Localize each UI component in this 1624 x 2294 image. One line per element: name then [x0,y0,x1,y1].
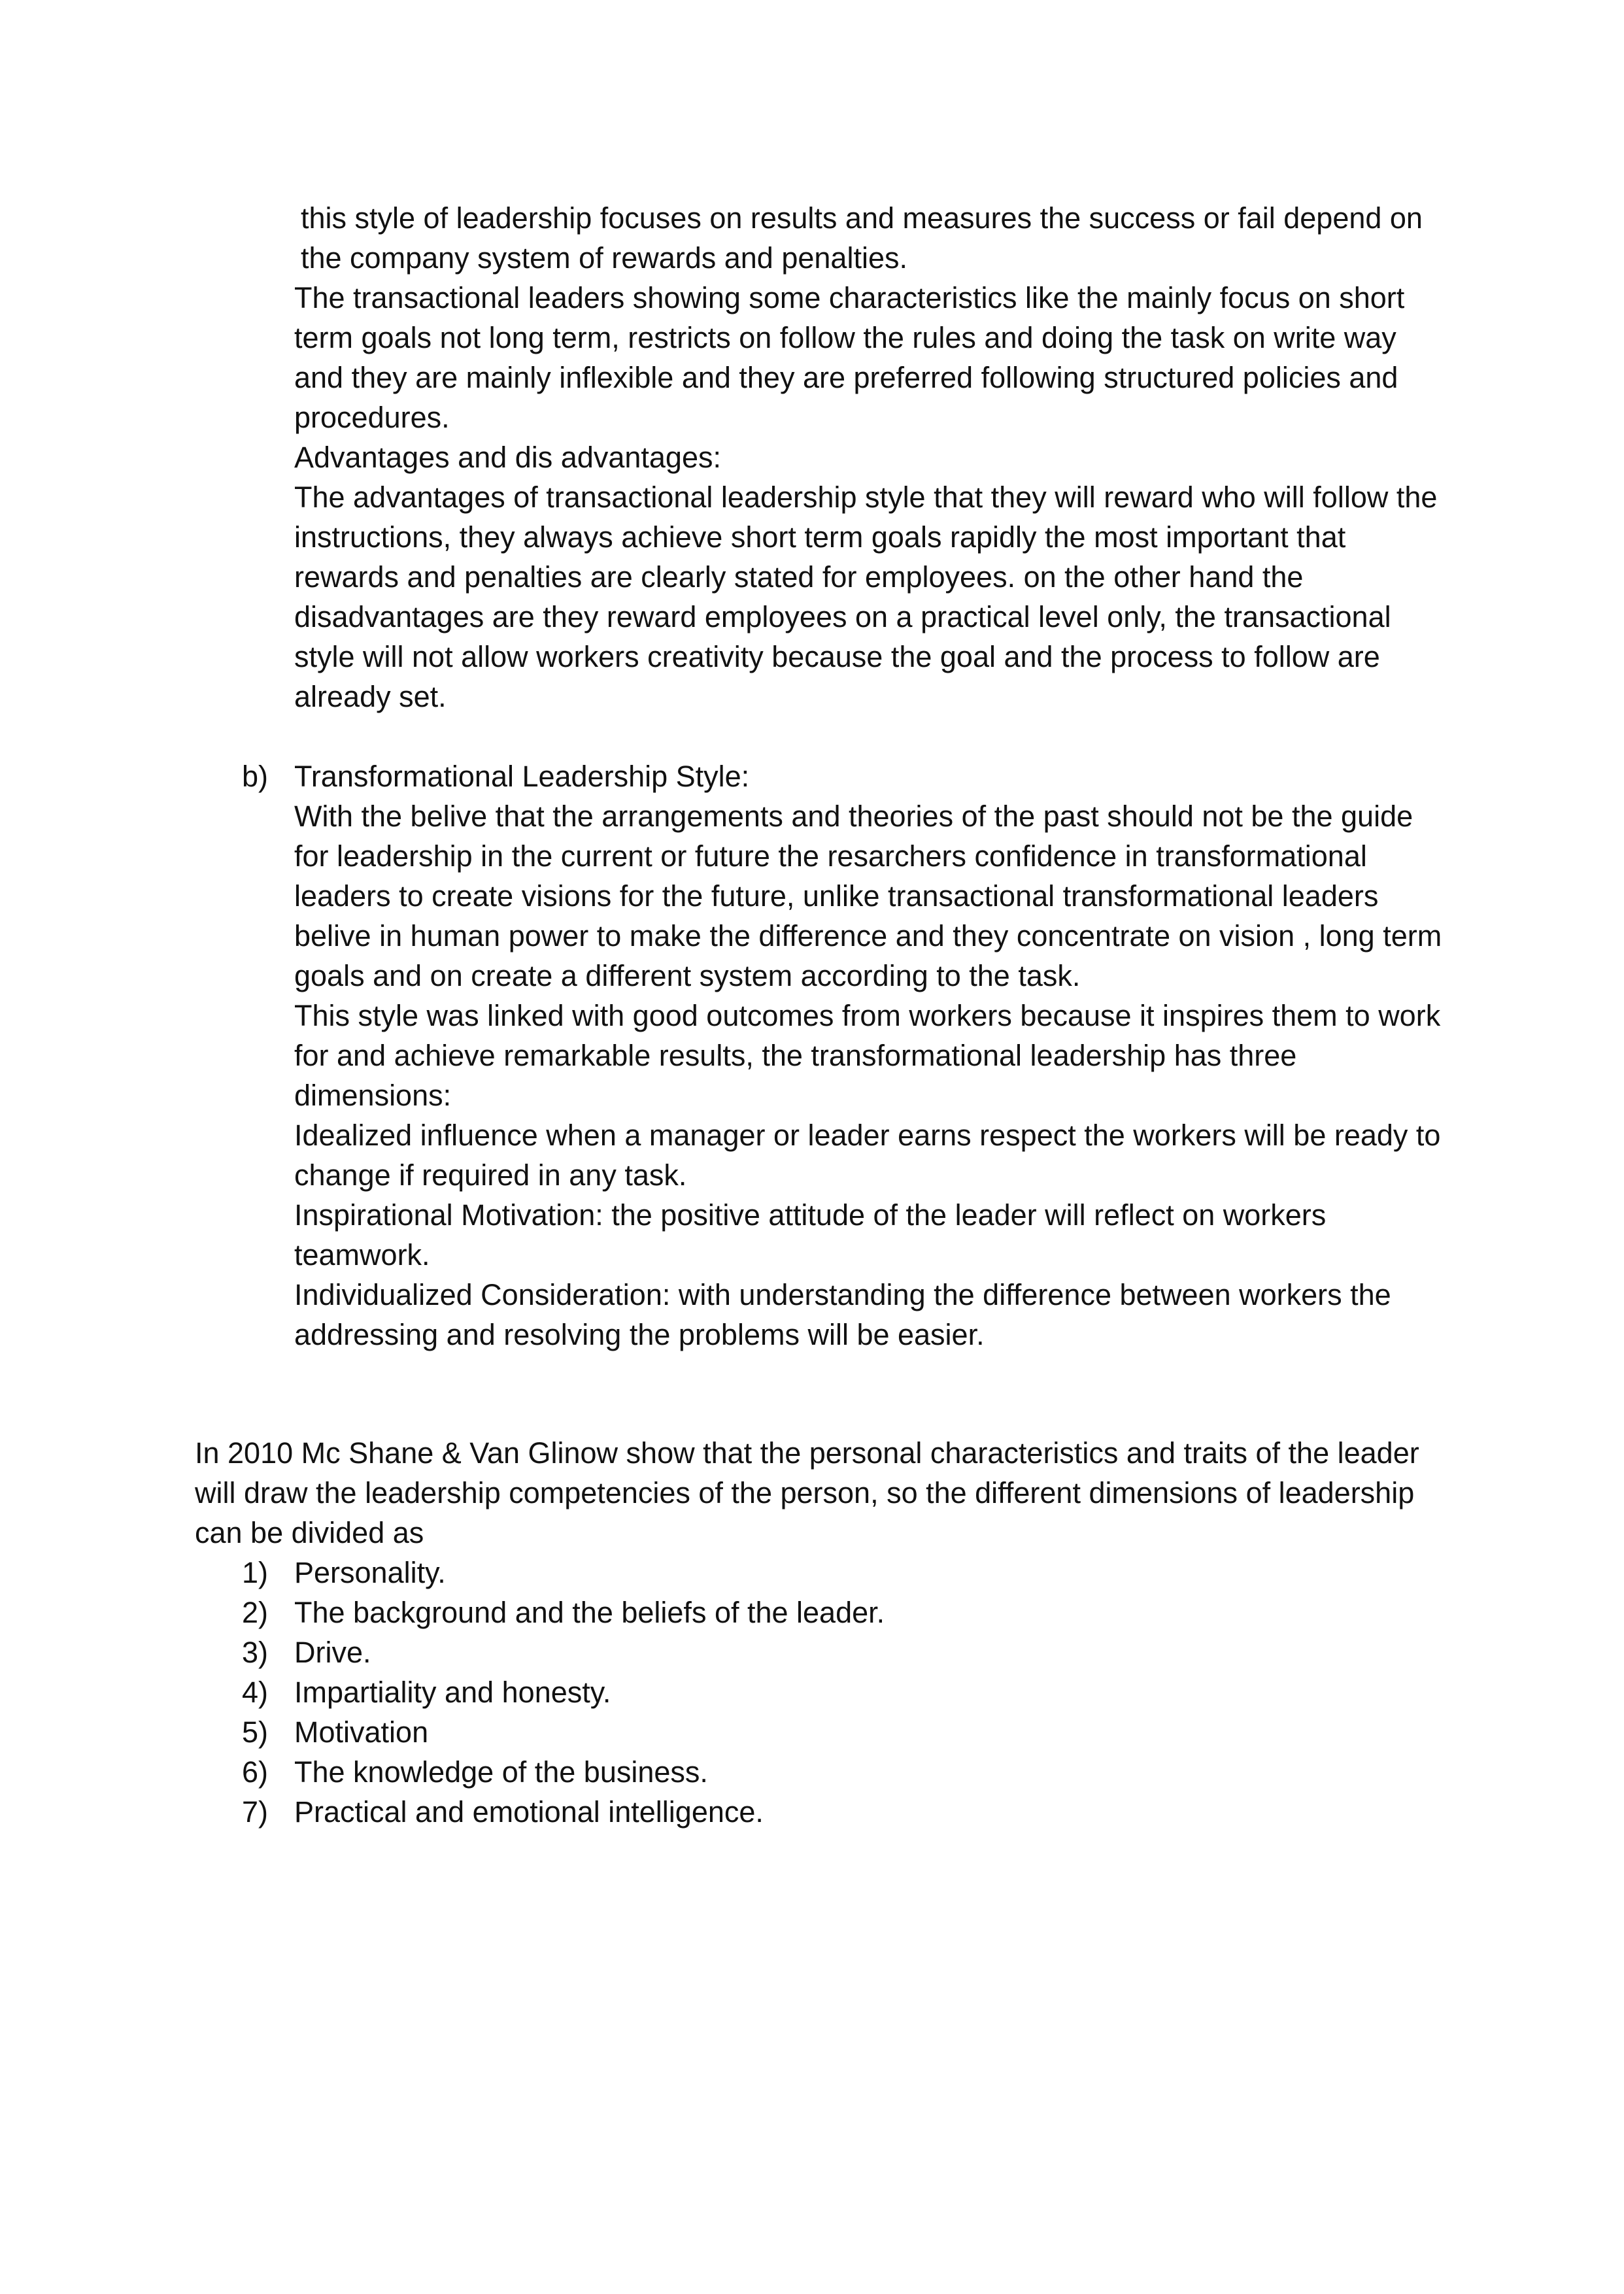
transformational-section [242,756,1445,1355]
list-item [242,1553,1445,1593]
paragraph: Individualized Consideration: with understanding the difference between workers the addressing and resolving the problems will be easier. [294,1278,1391,1351]
list-number: 7) [242,1795,269,1829]
paragraph: Inspirational Motivation: the positive attitude of the leader will reflect on workers teamwork. [294,1198,1327,1272]
list-item [242,756,1445,1355]
list-text: The knowledge of the business. [294,1755,708,1789]
paragraph: this style of leadership focuses on results and measures the success or fail depend on the company system of rewards and penalties. [301,201,1423,275]
subheading: Advantages and dis advantages: [294,441,721,474]
list-text: Motivation [294,1715,429,1749]
transactional-section [294,198,1445,717]
list-item [242,1712,1445,1752]
list-number: 4) [242,1676,269,1709]
list-number: 5) [242,1715,269,1749]
list-item [242,1593,1445,1632]
paragraph: This style was linked with good outcomes from workers because it inspires them to work for and achieve remarkable results, the transformational leadership has three dimensions: [294,999,1441,1112]
list-item [242,1632,1445,1672]
list-number: 6) [242,1755,269,1789]
list-item [242,1792,1445,1832]
list-text: The background and the beliefs of the leader. [294,1596,885,1629]
list-marker: b) [242,760,269,793]
list-number: 3) [242,1636,269,1669]
section-heading: Transformational Leadership Style: [294,760,750,793]
paragraph: With the belive that the arrangements and theories of the past should not be the guide for leadership in the current or future the resarchers confidence in transformational leaders to create visions for the future, unlike transactional transformational leaders belive in human power to make the difference and they concentrate on vision , long term goals and on create a different system according to the task. [294,800,1442,992]
list-item [242,1672,1445,1712]
list-item [242,1752,1445,1792]
paragraph: Idealized influence when a manager or leader earns respect the workers will be ready to change if required in any task. [294,1119,1441,1192]
paragraph: The transactional leaders showing some characteristics like the mainly focus on short term goals not long term, restricts on follow the rules and doing the task on write way and they are mainly inflexible and they are preferred following structured policies and procedures. [294,281,1405,434]
intro-paragraph: In 2010 Mc Shane & Van Glinow show that the personal characteristics and traits of the leader will draw the leadership competencies of the person, so the different dimensions of leadership can be divided as [195,1436,1419,1549]
dimensions-list [242,1553,1445,1832]
paragraph: The advantages of transactional leadership style that they will reward who will follow the instructions, they always achieve short term goals rapidly the most important that rewards and penalties are clearly stated for employees. on the other hand the disadvantages are they reward employees on a practical level only, the transactional style will not allow workers creativity because the goal and the process to follow are already set. [294,481,1438,713]
list-text: Drive. [294,1636,371,1669]
list-text: Impartiality and honesty. [294,1676,611,1709]
list-number: 1) [242,1556,269,1589]
list-text: Practical and emotional intelligence. [294,1795,764,1829]
list-number: 2) [242,1596,269,1629]
list-text: Personality. [294,1556,446,1589]
